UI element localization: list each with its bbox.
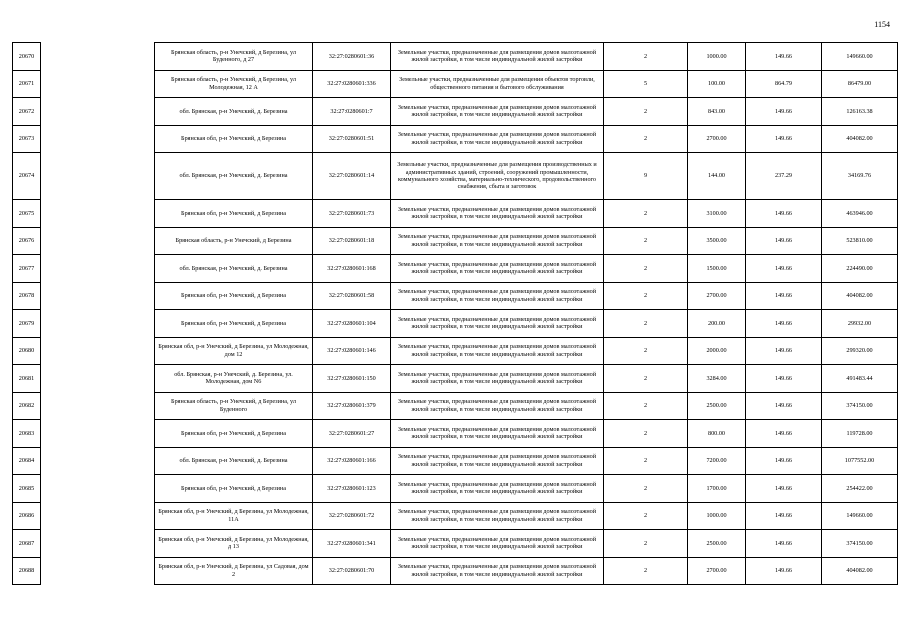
cadastral-number-cell: 32:27:0280601:150 <box>313 365 391 393</box>
row-number-cell: 20672 <box>13 98 41 126</box>
row-number-cell: 20687 <box>13 530 41 558</box>
address-cell: обл. Брянская, р-н Унечский, д. Березина <box>155 153 313 200</box>
specific-value-cell: 149.66 <box>746 200 822 228</box>
address-cell: обл. Брянская, р-н Унечский, д. Березина, ул. Молодежная, дом N6 <box>155 365 313 393</box>
cadastral-number-cell: 32:27:0280601:27 <box>313 420 391 448</box>
row-number-cell: 20677 <box>13 255 41 283</box>
address-cell: Брянская обл, р-н Унечский, д Березина <box>155 310 313 338</box>
gap-cell <box>41 227 155 255</box>
area-cell: 3500.00 <box>688 227 746 255</box>
cadastral-number-cell: 32:27:0280601:336 <box>313 70 391 98</box>
address-cell: Брянская обл, р-н Унечский, д Березина, ул Садовая, дом 2 <box>155 557 313 585</box>
group-number-cell: 2 <box>604 255 688 283</box>
specific-value-cell: 149.66 <box>746 227 822 255</box>
specific-value-cell: 149.66 <box>746 43 822 71</box>
group-number-cell: 2 <box>604 43 688 71</box>
land-use-purpose-cell: Земельные участки, предназначенные для размещения домов малоэтажной жилой застройки, в том числе индивидуальной жилой застройки <box>391 392 604 420</box>
area-cell: 1000.00 <box>688 502 746 530</box>
address-cell: обл. Брянская, р-н Унечский, д. Березина <box>155 98 313 126</box>
gap-cell <box>41 310 155 338</box>
group-number-cell: 2 <box>604 502 688 530</box>
cadastral-value-cell: 34169.76 <box>822 153 898 200</box>
address-cell: Брянская обл, р-н Унечский, д Березина <box>155 282 313 310</box>
area-cell: 3284.00 <box>688 365 746 393</box>
table-row <box>13 282 898 310</box>
gap-cell <box>41 557 155 585</box>
table-row <box>13 530 898 558</box>
specific-value-cell: 149.66 <box>746 282 822 310</box>
row-number-cell: 20681 <box>13 365 41 393</box>
specific-value-cell: 149.66 <box>746 420 822 448</box>
cadastral-number-cell: 32:27:0280601:123 <box>313 475 391 503</box>
cadastral-value-cell: 374150.00 <box>822 530 898 558</box>
table-row <box>13 447 898 475</box>
gap-cell <box>41 502 155 530</box>
group-number-cell: 2 <box>604 447 688 475</box>
land-use-purpose-cell: Земельные участки, предназначенные для размещения домов малоэтажной жилой застройки, в том числе индивидуальной жилой застройки <box>391 200 604 228</box>
cadastral-number-cell: 32:27:0280601:168 <box>313 255 391 283</box>
group-number-cell: 9 <box>604 153 688 200</box>
address-cell: Брянская обл, р-н Унечский, д Березина, ул Молодежная, д 13 <box>155 530 313 558</box>
group-number-cell: 2 <box>604 420 688 448</box>
specific-value-cell: 149.66 <box>746 98 822 126</box>
group-number-cell: 2 <box>604 530 688 558</box>
row-number-cell: 20678 <box>13 282 41 310</box>
specific-value-cell: 149.66 <box>746 475 822 503</box>
area-cell: 1700.00 <box>688 475 746 503</box>
table-row <box>13 502 898 530</box>
cadastral-value-table <box>12 42 898 585</box>
area-cell: 144.00 <box>688 153 746 200</box>
area-cell: 7200.00 <box>688 447 746 475</box>
cadastral-value-cell: 119728.00 <box>822 420 898 448</box>
area-cell: 2700.00 <box>688 125 746 153</box>
cadastral-value-cell: 254422.00 <box>822 475 898 503</box>
gap-cell <box>41 337 155 365</box>
area-cell: 1000.00 <box>688 43 746 71</box>
cadastral-number-cell: 32:27:0280601:51 <box>313 125 391 153</box>
specific-value-cell: 864.79 <box>746 70 822 98</box>
cadastral-value-cell: 523810.00 <box>822 227 898 255</box>
group-number-cell: 2 <box>604 200 688 228</box>
specific-value-cell: 149.66 <box>746 447 822 475</box>
address-cell: Брянская обл, р-н Унечский, д Березина <box>155 200 313 228</box>
specific-value-cell: 149.66 <box>746 255 822 283</box>
land-use-purpose-cell: Земельные участки, предназначенные для размещения домов малоэтажной жилой застройки, в том числе индивидуальной жилой застройки <box>391 337 604 365</box>
gap-cell <box>41 420 155 448</box>
row-number-cell: 20679 <box>13 310 41 338</box>
specific-value-cell: 149.66 <box>746 530 822 558</box>
area-cell: 1500.00 <box>688 255 746 283</box>
cadastral-value-cell: 463946.00 <box>822 200 898 228</box>
gap-cell <box>41 153 155 200</box>
group-number-cell: 2 <box>604 475 688 503</box>
gap-cell <box>41 392 155 420</box>
group-number-cell: 2 <box>604 310 688 338</box>
land-use-purpose-cell: Земельные участки, предназначенные для размещения домов малоэтажной жилой застройки, в том числе индивидуальной жилой застройки <box>391 420 604 448</box>
gap-cell <box>41 125 155 153</box>
row-number-cell: 20671 <box>13 70 41 98</box>
group-number-cell: 2 <box>604 125 688 153</box>
cadastral-number-cell: 32:27:0280601:58 <box>313 282 391 310</box>
land-use-purpose-cell: Земельные участки, предназначенные для размещения домов малоэтажной жилой застройки, в том числе индивидуальной жилой застройки <box>391 365 604 393</box>
row-number-cell: 20674 <box>13 153 41 200</box>
area-cell: 100.00 <box>688 70 746 98</box>
cadastral-value-cell: 1077552.00 <box>822 447 898 475</box>
table-row <box>13 475 898 503</box>
area-cell: 200.00 <box>688 310 746 338</box>
gap-cell <box>41 98 155 126</box>
land-use-purpose-cell: Земельные участки, предназначенные для размещения домов малоэтажной жилой застройки, в том числе индивидуальной жилой застройки <box>391 475 604 503</box>
row-number-cell: 20673 <box>13 125 41 153</box>
row-number-cell: 20686 <box>13 502 41 530</box>
area-cell: 2500.00 <box>688 530 746 558</box>
address-cell: Брянская область, р-н Унечский, д Березина, ул Молодежная, 12 А <box>155 70 313 98</box>
table-row <box>13 153 898 200</box>
area-cell: 843.00 <box>688 98 746 126</box>
gap-cell <box>41 365 155 393</box>
table-row <box>13 255 898 283</box>
land-use-purpose-cell: Земельные участки, предназначенные для размещения домов малоэтажной жилой застройки, в том числе индивидуальной жилой застройки <box>391 255 604 283</box>
cadastral-number-cell: 32:27:0280601:70 <box>313 557 391 585</box>
land-use-purpose-cell: Земельные участки, предназначенные для размещения домов малоэтажной жилой застройки, в том числе индивидуальной жилой застройки <box>391 125 604 153</box>
area-cell: 3100.00 <box>688 200 746 228</box>
cadastral-value-cell: 404082.00 <box>822 282 898 310</box>
cadastral-number-cell: 32:27:0280601:36 <box>313 43 391 71</box>
table-row <box>13 98 898 126</box>
group-number-cell: 2 <box>604 365 688 393</box>
cadastral-number-cell: 32:27:0280601:14 <box>313 153 391 200</box>
specific-value-cell: 149.66 <box>746 310 822 338</box>
land-use-purpose-cell: Земельные участки, предназначенные для размещения домов малоэтажной жилой застройки, в том числе индивидуальной жилой застройки <box>391 282 604 310</box>
land-use-purpose-cell: Земельные участки, предназначенные для размещения домов малоэтажной жилой застройки, в том числе индивидуальной жилой застройки <box>391 227 604 255</box>
cadastral-number-cell: 32:27:0280601:73 <box>313 200 391 228</box>
table-row <box>13 557 898 585</box>
address-cell: Брянская область, р-н Унечский, д Березина, ул Буденного, д 27 <box>155 43 313 71</box>
address-cell: Брянская обл, р-н Унечский, д Березина <box>155 475 313 503</box>
specific-value-cell: 149.66 <box>746 365 822 393</box>
area-cell: 800.00 <box>688 420 746 448</box>
land-use-purpose-cell: Земельные участки, предназначенные для размещения домов малоэтажной жилой застройки, в том числе индивидуальной жилой застройки <box>391 557 604 585</box>
address-cell: Брянская обл, р-н Унечский, д Березина, ул Молодежная, дом 12 <box>155 337 313 365</box>
table-row <box>13 200 898 228</box>
cadastral-number-cell: 32:27:0280601:104 <box>313 310 391 338</box>
table-row <box>13 70 898 98</box>
cadastral-number-cell: 32:27:0280601:72 <box>313 502 391 530</box>
land-use-purpose-cell: Земельные участки, предназначенные для размещения домов малоэтажной жилой застройки, в том числе индивидуальной жилой застройки <box>391 43 604 71</box>
cadastral-value-cell: 299320.00 <box>822 337 898 365</box>
row-number-cell: 20683 <box>13 420 41 448</box>
specific-value-cell: 149.66 <box>746 557 822 585</box>
specific-value-cell: 149.66 <box>746 125 822 153</box>
gap-cell <box>41 530 155 558</box>
group-number-cell: 2 <box>604 337 688 365</box>
specific-value-cell: 237.29 <box>746 153 822 200</box>
area-cell: 2500.00 <box>688 392 746 420</box>
land-use-purpose-cell: Земельные участки, предназначенные для размещения домов малоэтажной жилой застройки, в том числе индивидуальной жилой застройки <box>391 502 604 530</box>
row-number-cell: 20685 <box>13 475 41 503</box>
cadastral-value-cell: 404082.00 <box>822 557 898 585</box>
row-number-cell: 20676 <box>13 227 41 255</box>
address-cell: Брянская обл, р-н Унечский, д Березина <box>155 125 313 153</box>
table-row <box>13 125 898 153</box>
address-cell: обл. Брянская, р-н Унечский, д. Березина <box>155 447 313 475</box>
row-number-cell: 20688 <box>13 557 41 585</box>
gap-cell <box>41 475 155 503</box>
gap-cell <box>41 43 155 71</box>
row-number-cell: 20684 <box>13 447 41 475</box>
address-cell: Брянская обл, р-н Унечский, д Березина <box>155 420 313 448</box>
cadastral-value-cell: 86479.00 <box>822 70 898 98</box>
row-number-cell: 20675 <box>13 200 41 228</box>
cadastral-number-cell: 32:27:0280601:18 <box>313 227 391 255</box>
table-body <box>13 43 898 585</box>
area-cell: 2700.00 <box>688 282 746 310</box>
row-number-cell: 20682 <box>13 392 41 420</box>
cadastral-number-cell: 32:27:0280601:7 <box>313 98 391 126</box>
table-row <box>13 337 898 365</box>
cadastral-number-cell: 32:27:0280601:341 <box>313 530 391 558</box>
cadastral-number-cell: 32:27:0280601:146 <box>313 337 391 365</box>
land-use-purpose-cell: Земельные участки, предназначенные для размещения домов малоэтажной жилой застройки, в том числе индивидуальной жилой застройки <box>391 530 604 558</box>
cadastral-value-cell: 29932.00 <box>822 310 898 338</box>
cadastral-value-cell: 404082.00 <box>822 125 898 153</box>
gap-cell <box>41 447 155 475</box>
cadastral-value-cell: 224490.00 <box>822 255 898 283</box>
row-number-cell: 20670 <box>13 43 41 71</box>
cadastral-value-cell: 149660.00 <box>822 43 898 71</box>
gap-cell <box>41 70 155 98</box>
group-number-cell: 2 <box>604 227 688 255</box>
group-number-cell: 2 <box>604 557 688 585</box>
table-row <box>13 43 898 71</box>
group-number-cell: 2 <box>604 392 688 420</box>
cadastral-value-cell: 374150.00 <box>822 392 898 420</box>
row-number-cell: 20680 <box>13 337 41 365</box>
land-use-purpose-cell: Земельные участки, предназначенные для размещения домов малоэтажной жилой застройки, в том числе индивидуальной жилой застройки <box>391 98 604 126</box>
table-row <box>13 227 898 255</box>
cadastral-value-cell: 126163.38 <box>822 98 898 126</box>
land-use-purpose-cell: Земельные участки, предназначенные для размещения домов малоэтажной жилой застройки, в том числе индивидуальной жилой застройки <box>391 310 604 338</box>
table-row <box>13 310 898 338</box>
cadastral-value-cell: 491483.44 <box>822 365 898 393</box>
gap-cell <box>41 282 155 310</box>
address-cell: Брянская область, р-н Унечский, д Березина <box>155 227 313 255</box>
land-use-purpose-cell: Земельные участки, предназначенные для размещения объектов торговли, общественного питания и бытового обслуживания <box>391 70 604 98</box>
specific-value-cell: 149.66 <box>746 502 822 530</box>
address-cell: Брянская обл, р-н Унечский, д Березина, ул Молодежная, 11А <box>155 502 313 530</box>
gap-cell <box>41 200 155 228</box>
address-cell: Брянская область, р-н Унечский, д Березина, ул Буденного <box>155 392 313 420</box>
specific-value-cell: 149.66 <box>746 392 822 420</box>
group-number-cell: 5 <box>604 70 688 98</box>
cadastral-value-cell: 149660.00 <box>822 502 898 530</box>
table-row <box>13 392 898 420</box>
group-number-cell: 2 <box>604 282 688 310</box>
page-number: 1154 <box>874 20 890 29</box>
cadastral-number-cell: 32:27:0280601:166 <box>313 447 391 475</box>
cadastral-number-cell: 32:27:0280601:379 <box>313 392 391 420</box>
land-use-purpose-cell: Земельные участки, предназначенные для размещения домов малоэтажной жилой застройки, в том числе индивидуальной жилой застройки <box>391 447 604 475</box>
table-row <box>13 420 898 448</box>
group-number-cell: 2 <box>604 98 688 126</box>
address-cell: обл. Брянская, р-н Унечский, д. Березина <box>155 255 313 283</box>
table-row <box>13 365 898 393</box>
specific-value-cell: 149.66 <box>746 337 822 365</box>
land-use-purpose-cell: Земельные участки, предназначенные для размещения производственных и административных зданий, строений, сооружений промышленности, коммунального хозяйства, материально-технического, продовольственного снабжения, сбыта и заготовок <box>391 153 604 200</box>
area-cell: 2700.00 <box>688 557 746 585</box>
gap-cell <box>41 255 155 283</box>
area-cell: 2000.00 <box>688 337 746 365</box>
